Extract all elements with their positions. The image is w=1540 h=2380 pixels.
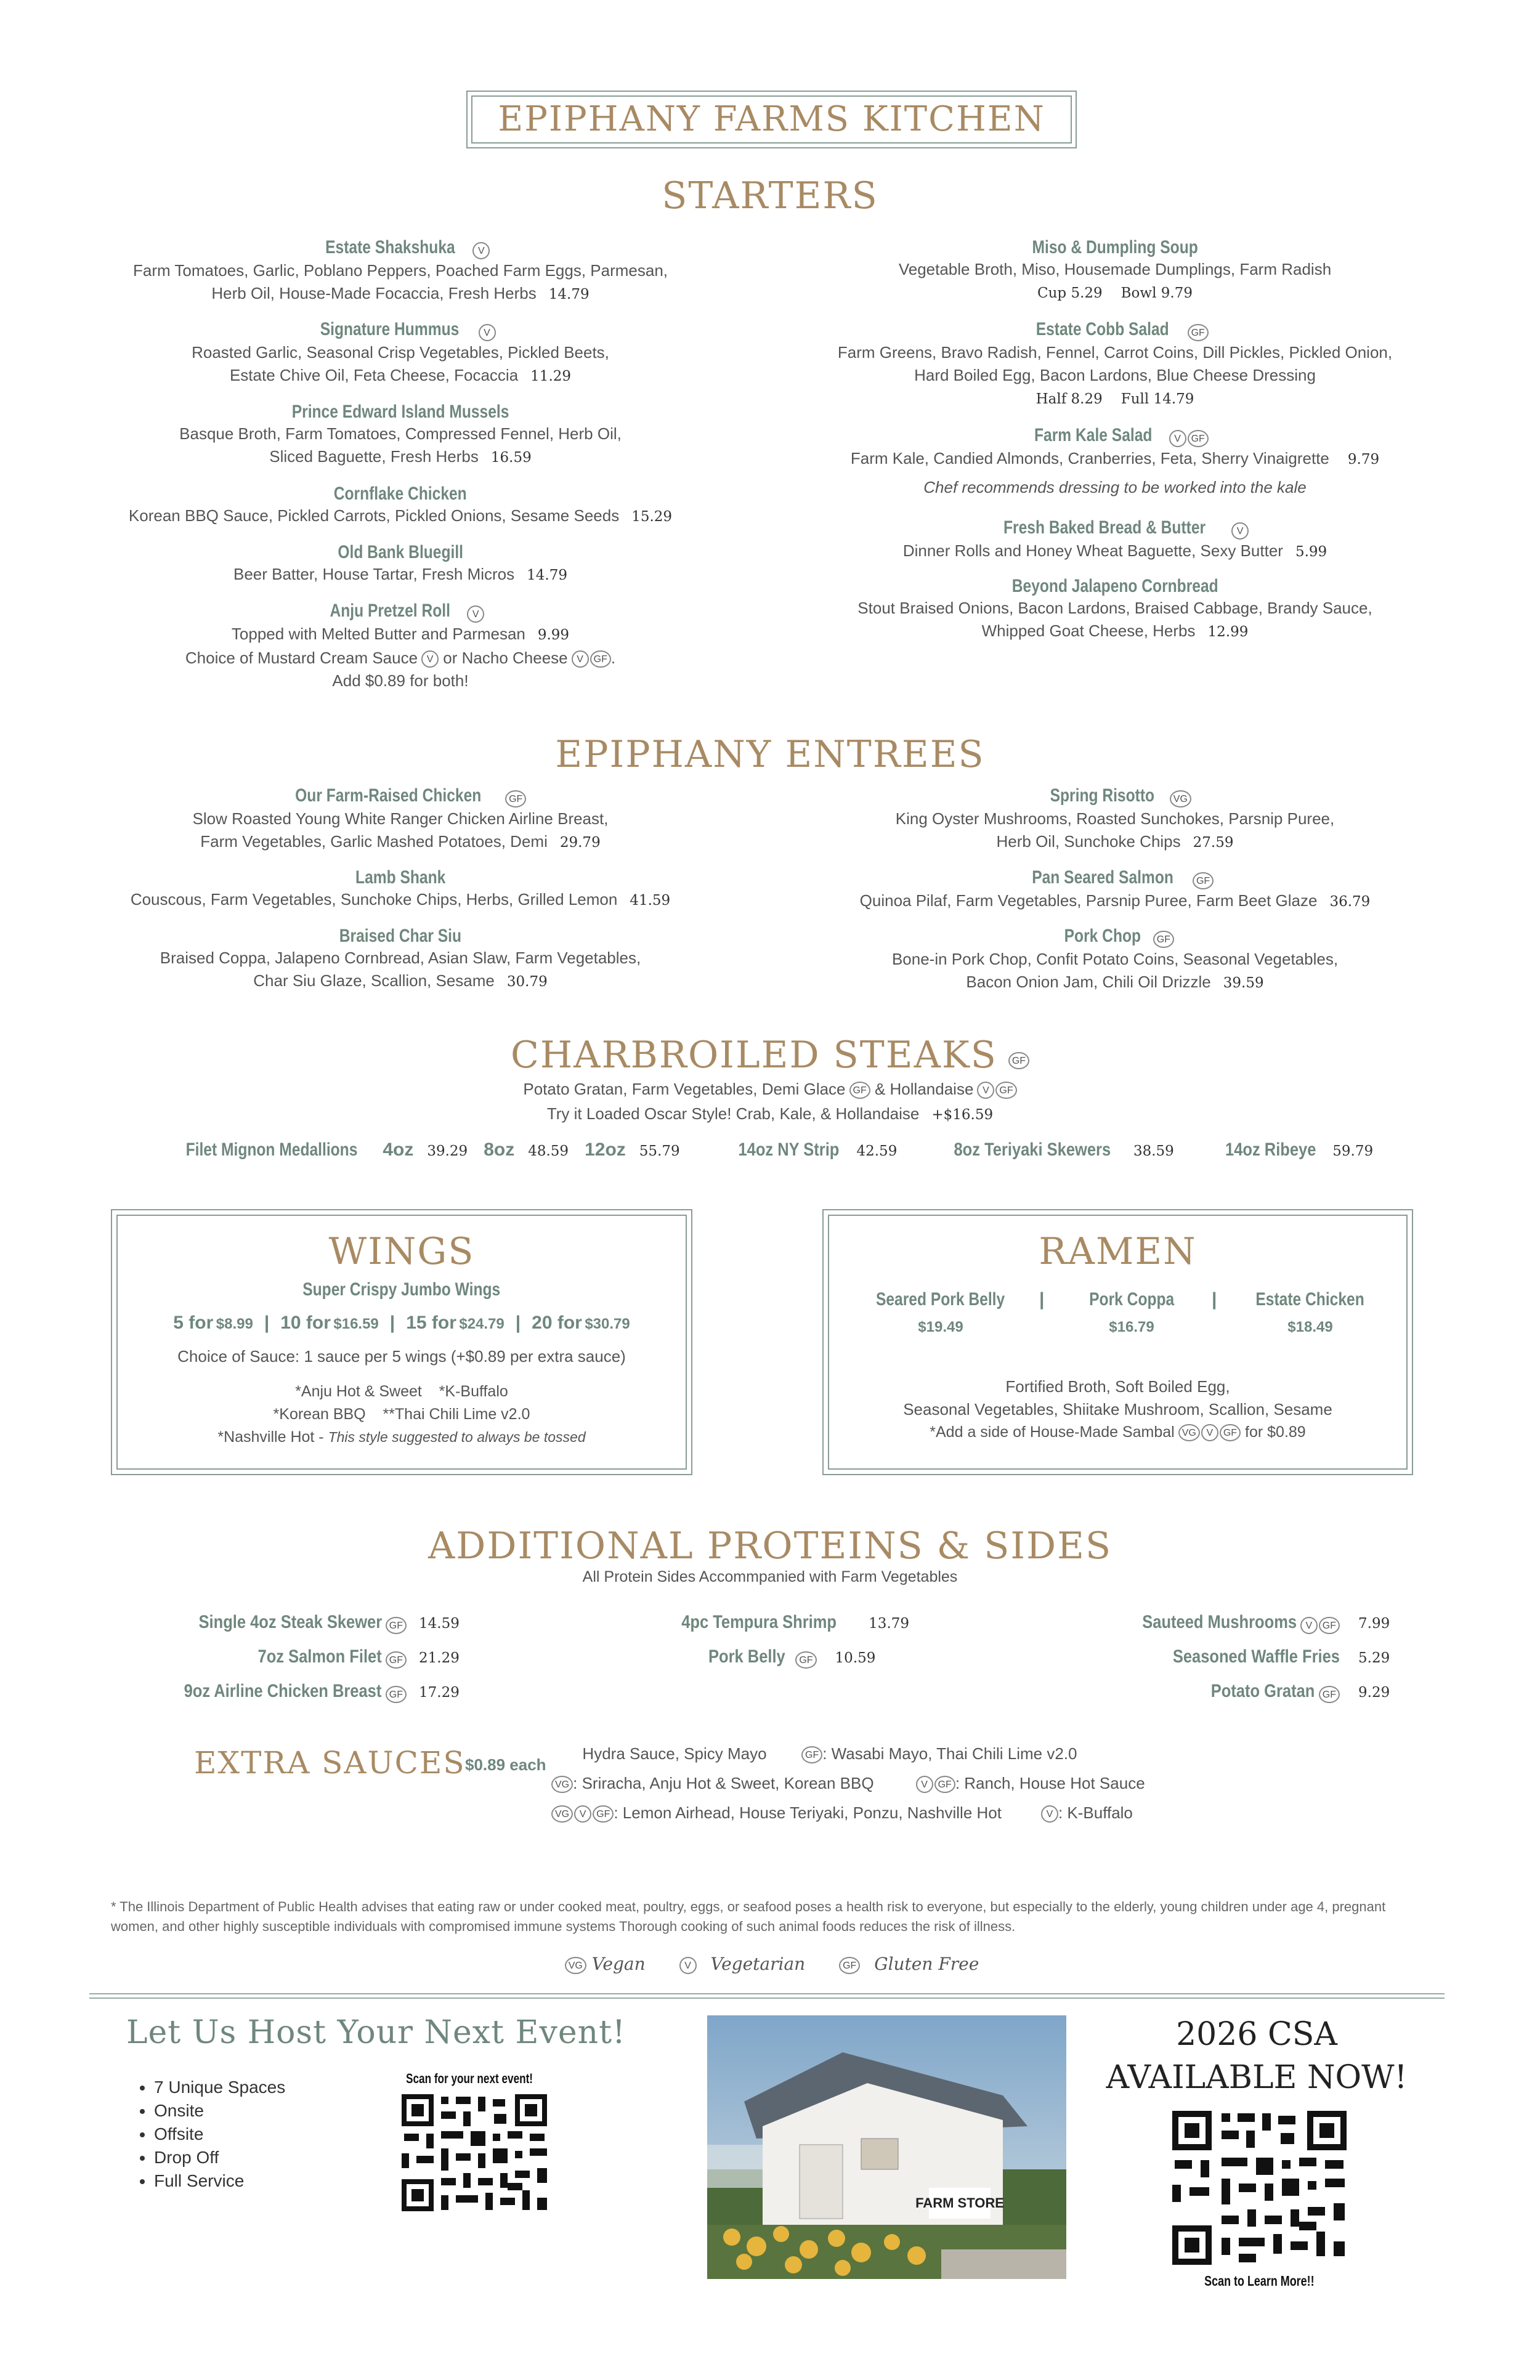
side-price: 17.29 bbox=[419, 1685, 460, 1701]
gluten-free-badge: GF bbox=[1188, 430, 1209, 447]
gluten-free-badge: GF bbox=[590, 650, 611, 668]
gluten-free-badge: GF bbox=[386, 1617, 407, 1634]
dish-desc: Korean BBQ Sauce, Pickled Carrots, Pickled Onions, Sesame Seeds bbox=[128, 506, 620, 525]
wing-qty: 5 for bbox=[173, 1313, 214, 1333]
side-price: 9.29 bbox=[1358, 1685, 1390, 1701]
event-scan-label bbox=[388, 2071, 548, 2087]
ramen-desc-line: Fortified Broth, Soft Boiled Egg, bbox=[1005, 1377, 1230, 1396]
title-box bbox=[466, 91, 1077, 148]
sides-mid-col bbox=[616, 1606, 961, 1675]
dish-spring-risotto bbox=[807, 785, 1423, 854]
gluten-free-badge: GF bbox=[1188, 324, 1209, 341]
dish-pei-mussels bbox=[92, 402, 708, 469]
csa-line: 2026 CSA bbox=[1176, 2016, 1337, 2053]
dish-name: Lamb Shank bbox=[355, 867, 446, 888]
sauces-list bbox=[551, 1739, 1229, 1827]
side-name: Seasoned Waffle Fries bbox=[1172, 1646, 1340, 1667]
steak-price: 48.59 bbox=[528, 1143, 569, 1159]
dish-price: 15.29 bbox=[631, 509, 673, 525]
gluten-free-badge: GF bbox=[795, 1651, 816, 1669]
dish-price: 39.59 bbox=[1223, 974, 1264, 991]
wings-name: Super Crispy Jumbo Wings bbox=[302, 1279, 501, 1300]
footer-divider bbox=[89, 1997, 1445, 1999]
gluten-free-badge: GF bbox=[1193, 872, 1214, 889]
side-name: 4pc Tempura Shrimp bbox=[681, 1612, 837, 1632]
gluten-free-badge: GF bbox=[1319, 1686, 1340, 1703]
gluten-free-badge: GF bbox=[801, 1746, 822, 1763]
dish-price: 11.29 bbox=[530, 368, 572, 384]
store-door bbox=[800, 2145, 843, 2219]
dish-cornflake-chicken bbox=[92, 484, 708, 528]
cup-price: Cup 5.29 bbox=[1037, 285, 1103, 301]
steaks-heading: CHARBROILED STEAKS bbox=[510, 1034, 997, 1077]
vegetarian-badge: V bbox=[479, 324, 496, 341]
legend-label: Vegetarian bbox=[710, 1954, 806, 1974]
dish-desc: Add $0.89 for both! bbox=[332, 671, 469, 690]
ramen-desc bbox=[824, 1375, 1412, 1444]
sauce-v: : K-Buffalo bbox=[1058, 1803, 1133, 1822]
side-name: 9oz Airline Chicken Breast bbox=[184, 1681, 382, 1701]
csa-qr-code-icon[interactable] bbox=[1172, 2111, 1347, 2265]
dish-name: Spring Risotto bbox=[1050, 785, 1155, 806]
dish-price: 16.59 bbox=[490, 450, 532, 466]
dish-braised-char-siu bbox=[92, 926, 708, 994]
dish-price: 14.79 bbox=[548, 286, 590, 302]
sauces-heading: EXTRA SAUCES bbox=[194, 1745, 466, 1781]
ramen-option bbox=[861, 1289, 1021, 1336]
side-price: 7.99 bbox=[1358, 1616, 1390, 1632]
dish-name: Prince Edward Island Mussels bbox=[291, 402, 509, 422]
dish-farm-kale-salad bbox=[807, 425, 1423, 499]
side-name: Sauteed Mushrooms bbox=[1141, 1612, 1297, 1632]
ramen-divider: | bbox=[1212, 1289, 1217, 1309]
gluten-free-badge: GF bbox=[386, 1686, 407, 1703]
wing-price: $16.59 bbox=[333, 1316, 379, 1332]
wing-price: $24.79 bbox=[459, 1316, 505, 1332]
gluten-free-badge: GF bbox=[995, 1082, 1016, 1099]
dish-name: Our Farm-Raised Chicken bbox=[294, 785, 481, 806]
wings-quantities: 5 for $8.99 | 10 for $16.59 | 15 for $24.79 | 20 for $30.79 bbox=[173, 1313, 630, 1333]
steaks-heading-row bbox=[0, 1034, 1540, 1077]
dish-desc: Herb Oil, Sunchoke Chips bbox=[996, 832, 1181, 851]
dish-desc: Dinner Rolls and Honey Wheat Baguette, Sexy Butter bbox=[902, 541, 1283, 560]
vegetarian-badge: V bbox=[1041, 1805, 1058, 1823]
dish-desc: King Oyster Mushrooms, Roasted Sunchokes, Parsnip Puree, bbox=[895, 809, 1335, 828]
oscar-style: Try it Loaded Oscar Style! Crab, Kale, & Hollandaise bbox=[546, 1104, 920, 1123]
gravel-path bbox=[941, 2249, 1066, 2279]
dish-desc: Vegetable Broth, Miso, Housemade Dumplings, Farm Radish bbox=[898, 260, 1332, 278]
dish-desc: Topped with Melted Butter and Parmesan bbox=[231, 624, 525, 643]
wing-qty: 20 for bbox=[532, 1313, 582, 1333]
steak-price: 38.59 bbox=[1133, 1143, 1174, 1159]
dish-desc: Farm Kale, Candied Almonds, Cranberries, Feta, Sherry Vinaigrette bbox=[850, 448, 1329, 467]
side-price: 21.29 bbox=[419, 1650, 460, 1666]
gluten-free-badge: GF bbox=[1008, 1052, 1029, 1069]
dish-desc: Bone-in Pork Chop, Confit Potato Coins, Seasonal Vegetables, bbox=[891, 949, 1339, 968]
dish-desc: Braised Coppa, Jalapeno Cornbread, Asian Slaw, Farm Vegetables, bbox=[160, 949, 641, 967]
dish-anju-pretzel-roll bbox=[92, 601, 708, 692]
wing-price: $8.99 bbox=[216, 1316, 253, 1332]
steak-size: 8oz bbox=[484, 1139, 515, 1160]
filet-mignon: Filet Mignon Medallions bbox=[185, 1139, 358, 1160]
event-scan-text: Scan for your next event! bbox=[406, 2071, 533, 2086]
csa-heading bbox=[1084, 2013, 1429, 2099]
event-heading: Let Us Host Your Next Event! bbox=[126, 2014, 626, 2051]
side-name: Potato Gratan bbox=[1211, 1681, 1315, 1701]
event-item: • Onsite bbox=[154, 2099, 285, 2123]
ramen-box bbox=[822, 1209, 1413, 1475]
dish-desc: Couscous, Farm Vegetables, Sunchoke Chips, Herbs, Grilled Lemon bbox=[130, 890, 618, 909]
wings-heading: WINGS bbox=[328, 1230, 475, 1273]
vegetarian-badge: V bbox=[679, 1957, 697, 1974]
vegan-badge: VG bbox=[1170, 790, 1191, 808]
wing-sauce-note: This style suggested to always be tossed bbox=[328, 1429, 586, 1445]
wings-sauces bbox=[112, 1380, 691, 1449]
store-window bbox=[861, 2139, 898, 2169]
sides-heading: ADDITIONAL PROTEINS & SIDES bbox=[428, 1524, 1112, 1568]
vegetarian-badge: V bbox=[467, 605, 484, 623]
dish-desc: Char Siu Glaze, Scallion, Sesame bbox=[253, 971, 495, 990]
dish-pork-chop bbox=[807, 926, 1423, 995]
steaks-sub-1 bbox=[0, 1078, 1540, 1101]
side-name: 7oz Salmon Filet bbox=[257, 1646, 382, 1667]
vegan-badge: VG bbox=[1178, 1424, 1200, 1441]
sauce-vg: : Sriracha, Anju Hot & Sweet, Korean BBQ bbox=[573, 1774, 874, 1792]
event-item: • Offsite bbox=[154, 2123, 285, 2146]
farm-store-photo bbox=[707, 2015, 1066, 2279]
dish-desc: Basque Broth, Farm Tomatoes, Compressed Fennel, Herb Oil, bbox=[179, 424, 622, 443]
vegetarian-badge: V bbox=[1300, 1617, 1318, 1634]
dish-price: 27.59 bbox=[1193, 834, 1234, 851]
side-price: 10.59 bbox=[835, 1650, 876, 1666]
dish-desc: Farm Tomatoes, Garlic, Poblano Peppers, Poached Farm Eggs, Parmesan, bbox=[132, 261, 668, 280]
dish-fresh-baked-bread bbox=[807, 517, 1423, 564]
legend-label: Vegan bbox=[591, 1954, 646, 1974]
starters-heading: STARTERS bbox=[662, 174, 878, 217]
dish-desc: Estate Chive Oil, Feta Cheese, Focaccia bbox=[229, 365, 519, 384]
dish-price: 14.79 bbox=[527, 567, 567, 583]
side-name: Pork Belly bbox=[708, 1646, 785, 1667]
gluten-free-badge: GF bbox=[849, 1082, 870, 1099]
side-name: Single 4oz Steak Skewer bbox=[198, 1612, 382, 1632]
dish-name: Estate Shakshuka bbox=[325, 237, 455, 257]
wing-sauce: *Korean BBQ bbox=[273, 1406, 366, 1423]
dish-name: Fresh Baked Bread & Butter bbox=[1003, 517, 1206, 538]
dish-pan-seared-salmon bbox=[807, 867, 1423, 913]
side-price: 5.29 bbox=[1358, 1650, 1390, 1666]
greenhouse bbox=[707, 2145, 763, 2188]
steak-price: 42.59 bbox=[856, 1143, 898, 1159]
ramen-side: *Add a side of House-Made Sambal bbox=[930, 1423, 1175, 1441]
ramen-side-price: for $0.89 bbox=[1245, 1423, 1306, 1441]
dish-desc: Hard Boiled Egg, Bacon Lardons, Blue Cheese Dressing bbox=[914, 365, 1316, 384]
health-disclaimer: * The Illinois Department of Public Health advises that eating raw or under cooked meat, poultry, eggs, or seafood poses a health risk to everyone, but especially to the elderly, young children under age 4, pregnant women, and other highly susceptible individuals with compromised immune systems Thorough cooking of such animal foods reduces the risk of illness. bbox=[111, 1899, 1386, 1934]
gluten-free-badge: GF bbox=[505, 790, 526, 808]
store-sign: FARM STORE bbox=[915, 2195, 1004, 2211]
steak-price: 39.29 bbox=[427, 1143, 468, 1159]
vegetarian-badge: V bbox=[1231, 522, 1249, 540]
dish-name: Pan Seared Salmon bbox=[1032, 867, 1173, 888]
steak-name: 8oz Teriyaki Skewers bbox=[954, 1139, 1111, 1160]
dish-price: 9.79 bbox=[1347, 451, 1380, 467]
dish-estate-shakshuka bbox=[92, 237, 708, 306]
dish-name: Pork Chop bbox=[1064, 926, 1141, 946]
event-list bbox=[129, 2076, 285, 2193]
ramen-name: Pork Coppa bbox=[1088, 1289, 1175, 1309]
event-qr-code-icon[interactable] bbox=[402, 2094, 547, 2211]
gluten-free-badge: GF bbox=[934, 1776, 955, 1793]
bowl-price: Bowl 9.79 bbox=[1121, 285, 1193, 301]
vegetarian-badge: V bbox=[1201, 1424, 1218, 1441]
chef-note: Chef recommends dressing to be worked into the kale bbox=[923, 477, 1307, 496]
csa-line: AVAILABLE NOW! bbox=[1106, 2059, 1408, 2096]
csa-scan-label bbox=[1172, 2273, 1347, 2289]
wing-qty: 10 for bbox=[280, 1313, 331, 1333]
vegetarian-badge: V bbox=[572, 650, 589, 668]
dish-price: 30.79 bbox=[506, 974, 548, 990]
vegetarian-badge: V bbox=[472, 242, 490, 259]
steak-size: 4oz bbox=[383, 1139, 414, 1160]
dish-price: 29.79 bbox=[559, 834, 601, 851]
wing-sauce: *Nashville Hot - bbox=[217, 1428, 324, 1446]
dish-name: Miso & Dumpling Soup bbox=[1032, 237, 1198, 257]
steak-list bbox=[0, 1139, 1540, 1160]
sides-left-col bbox=[111, 1606, 493, 1710]
dish-desc: Quinoa Pilaf, Farm Vegetables, Parsnip Puree, Farm Beet Glaze bbox=[859, 891, 1318, 910]
dish-desc: Stout Braised Onions, Bacon Lardons, Braised Cabbage, Brandy Sauce, bbox=[857, 599, 1372, 617]
sauces-price: $0.89 each bbox=[465, 1755, 546, 1774]
dish-name: Estate Cobb Salad bbox=[1035, 319, 1169, 339]
ramen-heading: RAMEN bbox=[1039, 1230, 1197, 1273]
wing-qty: 15 for bbox=[406, 1313, 456, 1333]
wing-price: $30.79 bbox=[585, 1316, 630, 1332]
footer-divider bbox=[89, 1993, 1445, 1994]
dish-price: 36.79 bbox=[1329, 893, 1371, 910]
dish-name: Cornflake Chicken bbox=[333, 484, 467, 504]
steak-price: 59.79 bbox=[1332, 1143, 1374, 1159]
dish-name: Anju Pretzel Roll bbox=[330, 601, 450, 621]
dish-desc: Roasted Garlic, Seasonal Crisp Vegetables, Pickled Beets, bbox=[192, 342, 609, 362]
gluten-free-badge: GF bbox=[1220, 1424, 1241, 1441]
dish-price: 12.99 bbox=[1207, 624, 1249, 640]
oscar-price: +$16.59 bbox=[931, 1107, 994, 1123]
dish-name: Signature Hummus bbox=[320, 319, 460, 339]
gluten-free-badge: GF bbox=[386, 1651, 407, 1669]
wing-sauce: *K-Buffalo bbox=[439, 1383, 508, 1400]
vegetarian-badge: V bbox=[916, 1776, 933, 1793]
diet-legend bbox=[0, 1954, 1540, 1974]
dish-name: Farm Kale Salad bbox=[1034, 425, 1153, 445]
dish-miso-dumpling-soup bbox=[807, 237, 1423, 305]
gluten-free-badge: GF bbox=[593, 1805, 614, 1823]
dish-desc: Beer Batter, House Tartar, Fresh Micros bbox=[233, 565, 515, 583]
dish-farm-raised-chicken bbox=[92, 785, 708, 854]
side-price: 14.59 bbox=[419, 1616, 460, 1632]
event-item: • Full Service bbox=[154, 2169, 285, 2193]
steak-size: 12oz bbox=[585, 1139, 626, 1160]
wing-sauce: **Thai Chili Lime v2.0 bbox=[383, 1406, 530, 1423]
half-price: Half 8.29 bbox=[1035, 391, 1103, 407]
dish-desc: Farm Greens, Bravo Radish, Fennel, Carrot Coins, Dill Pickles, Pickled Onion, bbox=[837, 342, 1393, 362]
sauce-vgf: : Ranch, House Hot Sauce bbox=[955, 1774, 1145, 1792]
gluten-free-badge: GF bbox=[1153, 931, 1174, 948]
vegetarian-badge: V bbox=[574, 1805, 591, 1823]
dish-desc: Sliced Baguette, Fresh Herbs bbox=[269, 447, 479, 466]
event-item: • 7 Unique Spaces bbox=[154, 2076, 285, 2099]
gluten-free-badge: GF bbox=[839, 1957, 860, 1974]
sauce-plain: Hydra Sauce, Spicy Mayo bbox=[582, 1744, 767, 1763]
dish-name: Old Bank Bluegill bbox=[338, 542, 463, 562]
vegetarian-badge: V bbox=[977, 1082, 994, 1099]
dish-desc: Choice of Mustard Cream Sauce bbox=[185, 648, 418, 667]
sauce-gf: : Wasabi Mayo, Thai Chili Lime v2.0 bbox=[822, 1744, 1077, 1763]
steaks-hollandaise: & Hollandaise bbox=[874, 1080, 974, 1098]
wings-name-row bbox=[112, 1279, 691, 1300]
dish-desc: Whipped Goat Cheese, Herbs bbox=[981, 621, 1196, 640]
ramen-name: Seared Pork Belly bbox=[876, 1289, 1005, 1309]
ramen-price: $16.79 bbox=[1109, 1319, 1154, 1335]
wings-box bbox=[111, 1209, 692, 1475]
dish-name: Beyond Jalapeno Cornbread bbox=[1011, 576, 1218, 596]
steak-name: 14oz Ribeye bbox=[1225, 1139, 1316, 1160]
dish-desc: Slow Roasted Young White Ranger Chicken Airline Breast, bbox=[192, 809, 609, 828]
ramen-price: $18.49 bbox=[1287, 1319, 1333, 1335]
gluten-free-badge: GF bbox=[1319, 1617, 1340, 1634]
dish-estate-cobb-salad bbox=[807, 319, 1423, 411]
dish-jalapeno-cornbread bbox=[807, 576, 1423, 644]
vegan-badge: VG bbox=[551, 1805, 573, 1823]
dish-desc: Farm Vegetables, Garlic Mashed Potatoes, Demi bbox=[200, 832, 548, 851]
steak-price: 55.79 bbox=[639, 1143, 680, 1159]
vegan-badge: VG bbox=[565, 1957, 586, 1974]
side-price: 13.79 bbox=[869, 1616, 910, 1632]
ramen-desc-line: Seasonal Vegetables, Shiitake Mushroom, Scallion, Sesame bbox=[903, 1400, 1332, 1419]
steaks-sides: Potato Gratan, Farm Vegetables, Demi Glace bbox=[523, 1080, 846, 1098]
ramen-option bbox=[1230, 1289, 1390, 1336]
dish-desc: or Nacho Cheese bbox=[443, 648, 568, 667]
dish-price: 9.99 bbox=[537, 626, 570, 643]
dish-price: 41.59 bbox=[630, 892, 671, 909]
vegetarian-badge: V bbox=[1169, 430, 1186, 447]
steaks-sub-2 bbox=[0, 1103, 1540, 1127]
legend-label: Gluten Free bbox=[874, 1954, 979, 1974]
ramen-price: $19.49 bbox=[918, 1319, 963, 1335]
page-title: EPIPHANY FARMS KITCHEN bbox=[498, 99, 1045, 139]
dish-desc: Herb Oil, House-Made Focaccia, Fresh Herbs bbox=[211, 283, 537, 302]
sides-right-col bbox=[1047, 1606, 1417, 1710]
dish-price: 5.99 bbox=[1295, 543, 1327, 560]
ramen-divider: | bbox=[1039, 1289, 1045, 1309]
sauce-vgvgf: : Lemon Airhead, House Teriyaki, Ponzu, Nashville Hot bbox=[614, 1803, 1002, 1822]
dish-desc: Bacon Onion Jam, Chili Oil Drizzle bbox=[966, 972, 1211, 991]
dish-old-bank-bluegill bbox=[92, 542, 708, 587]
dish-lamb-shank bbox=[92, 867, 708, 912]
ramen-name: Estate Chicken bbox=[1255, 1289, 1365, 1309]
sides-sub: All Protein Sides Accommpanied with Farm Vegetables bbox=[582, 1568, 958, 1585]
dish-name: Braised Char Siu bbox=[339, 926, 462, 946]
entrees-heading: EPIPHANY ENTREES bbox=[555, 733, 985, 776]
vegetarian-badge: V bbox=[421, 650, 439, 668]
event-item: • Drop Off bbox=[154, 2146, 285, 2169]
full-price: Full 14.79 bbox=[1121, 391, 1194, 407]
dish-signature-hummus bbox=[92, 319, 708, 388]
steak-name: 14oz NY Strip bbox=[738, 1139, 840, 1160]
wing-sauce: *Anju Hot & Sweet bbox=[295, 1383, 422, 1400]
csa-scan-text: Scan to Learn More!! bbox=[1204, 2273, 1315, 2289]
ramen-option bbox=[1052, 1289, 1212, 1336]
dish-desc: . bbox=[610, 648, 616, 667]
wings-choice: Choice of Sauce: 1 sauce per 5 wings (+$0.89 per extra sauce) bbox=[177, 1347, 626, 1366]
vegan-badge: VG bbox=[551, 1776, 573, 1793]
